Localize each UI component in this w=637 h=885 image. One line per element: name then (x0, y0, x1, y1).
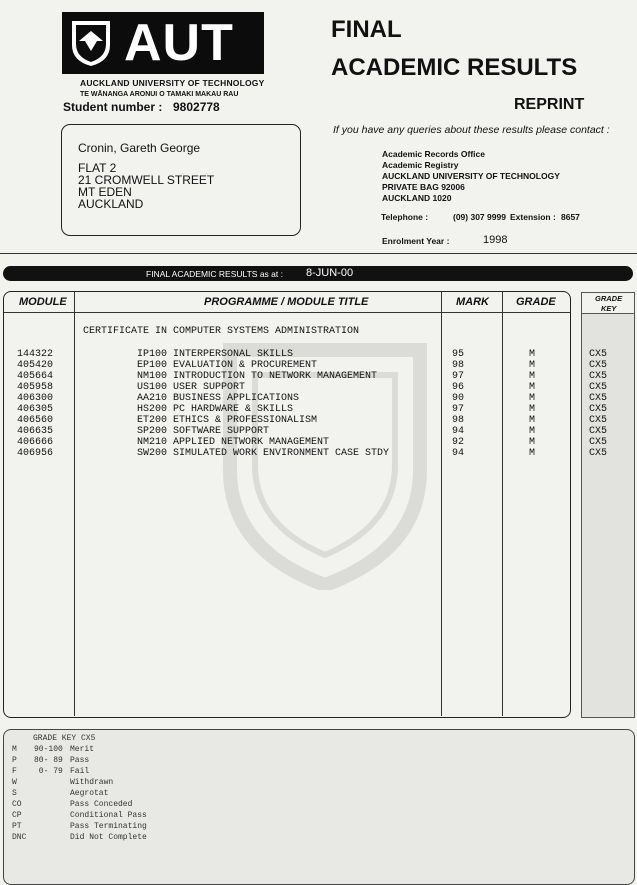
module-code: 406560 (17, 415, 54, 426)
module-grade: M (529, 382, 536, 393)
legend-code: M (12, 745, 17, 754)
legend-description: Merit (70, 745, 95, 754)
divider (0, 253, 637, 254)
legend-code: DNC (12, 833, 27, 842)
header-title: PROGRAMME / MODULE TITLE (204, 296, 369, 308)
module-mark: 97 (452, 371, 465, 382)
legend-range: 80- 89 (34, 756, 63, 765)
module-mark: 98 (452, 360, 465, 371)
module-code: 144322 (17, 349, 54, 360)
programme-title: CERTIFICATE IN COMPUTER SYSTEMS ADMINISTRATION (83, 326, 360, 337)
module-grade: M (529, 404, 536, 415)
module-mark: 94 (452, 426, 465, 437)
legend-description: Pass Conceded (70, 800, 133, 809)
header-module: MODULE (19, 296, 67, 308)
module-grade-key: CX5 (589, 371, 608, 382)
extension-label: Extension : (510, 212, 556, 222)
module-mark: 97 (452, 404, 465, 415)
module-code: 406956 (17, 448, 54, 459)
module-grade: M (529, 393, 536, 404)
module-mark: 90 (452, 393, 465, 404)
address-line: 21 CROMWELL STREET (78, 173, 215, 187)
module-code: 405958 (17, 382, 54, 393)
module-code: 406300 (17, 393, 54, 404)
module-mark: 98 (452, 415, 465, 426)
legend-description: Pass (70, 756, 90, 765)
extension-number: 8657 (561, 212, 580, 222)
module-title: EP100 EVALUATION & PROCUREMENT (137, 360, 318, 371)
header-grade-key: GRADE (595, 294, 623, 303)
module-title: NM100 INTRODUCTION TO NETWORK MANAGEMENT (137, 371, 378, 382)
module-title: US100 USER SUPPORT (137, 382, 246, 393)
module-grade: M (529, 415, 536, 426)
header-mark: MARK (456, 296, 489, 308)
telephone-label: Telephone : (381, 212, 429, 222)
legend-title: GRADE KEY CX5 (33, 734, 96, 743)
module-grade-key: CX5 (589, 360, 608, 371)
module-grade-key: CX5 (589, 437, 608, 448)
contact-line: AUCKLAND 1020 (382, 193, 452, 203)
legend-description: Did Not Complete (70, 833, 147, 842)
query-text: If you have any queries about these results please contact : (333, 124, 610, 136)
student-name: Cronin, Gareth George (78, 141, 201, 155)
legend-description: Conditional Pass (70, 811, 147, 820)
address-line: AUCKLAND (78, 197, 144, 211)
shield-icon (70, 19, 112, 67)
header-grade-key: KEY (601, 304, 617, 313)
column-divider (502, 292, 503, 716)
module-title: ET200 ETHICS & PROFESSIONALISM (137, 415, 318, 426)
module-code: 406305 (17, 404, 54, 415)
address-line: MT EDEN (78, 185, 132, 199)
legend-description: Withdrawn (70, 778, 114, 787)
legend-code: S (12, 789, 17, 798)
telephone-number: (09) 307 9999 (453, 212, 506, 222)
legend-code: P (12, 756, 17, 765)
results-date-label: FINAL ACADEMIC RESULTS as at : (146, 269, 283, 279)
contact-line: Academic Registry (382, 160, 459, 170)
legend-range: 0- 79 (34, 767, 63, 776)
column-divider (74, 292, 75, 716)
header-grade: GRADE (516, 296, 556, 308)
legend-code: F (12, 767, 17, 776)
module-grade-key: CX5 (589, 393, 608, 404)
university-maori-name: TE WĀNANGA ARONUI O TAMAKI MAKAU RAU (80, 91, 239, 98)
module-title: HS200 PC HARDWARE & SKILLS (137, 404, 294, 415)
module-grade-key: CX5 (589, 382, 608, 393)
module-grade-key: CX5 (589, 404, 608, 415)
legend-range: 90-100 (34, 745, 63, 754)
module-mark: 95 (452, 349, 465, 360)
results-date: 8-JUN-00 (306, 267, 354, 279)
module-title: AA210 BUSINESS APPLICATIONS (137, 393, 300, 404)
legend-description: Aegrotat (70, 789, 109, 798)
module-code: 405664 (17, 371, 54, 382)
document-title-line2: ACADEMIC RESULTS (331, 54, 578, 81)
logo-text: AUT (124, 14, 234, 72)
module-grade: M (529, 437, 536, 448)
student-number-label: Student number : (63, 100, 163, 114)
module-mark: 96 (452, 382, 465, 393)
legend-description: Fail (70, 767, 90, 776)
module-grade: M (529, 360, 536, 371)
student-number: 9802778 (173, 100, 220, 114)
legend-code: CP (12, 811, 22, 820)
module-grade-key: CX5 (589, 426, 608, 437)
module-title: SP200 SOFTWARE SUPPORT (137, 426, 270, 437)
module-grade-key: CX5 (589, 415, 608, 426)
header-divider (4, 312, 570, 313)
contact-line: AUCKLAND UNIVERSITY OF TECHNOLOGY (382, 171, 560, 181)
module-grade: M (529, 349, 536, 360)
module-grade-key: CX5 (589, 448, 608, 459)
module-grade-key: CX5 (589, 349, 608, 360)
legend-code: PT (12, 822, 22, 831)
university-name: AUCKLAND UNIVERSITY OF TECHNOLOGY (80, 78, 265, 88)
legend-code: CO (12, 800, 22, 809)
contact-line: PRIVATE BAG 92006 (382, 182, 465, 192)
module-grade: M (529, 371, 536, 382)
document-title-line1: FINAL (331, 16, 402, 43)
legend-code: W (12, 778, 17, 787)
module-code: 406666 (17, 437, 54, 448)
module-title: IP100 INTERPERSONAL SKILLS (137, 349, 294, 360)
module-mark: 92 (452, 437, 465, 448)
column-divider (441, 292, 442, 716)
address-line: FLAT 2 (78, 161, 117, 175)
module-code: 406635 (17, 426, 54, 437)
module-grade: M (529, 448, 536, 459)
contact-line: Academic Records Office (382, 149, 485, 159)
module-grade: M (529, 426, 536, 437)
enrolment-year: 1998 (483, 234, 508, 246)
module-code: 405420 (17, 360, 54, 371)
module-title: NM210 APPLIED NETWORK MANAGEMENT (137, 437, 330, 448)
enrolment-year-label: Enrolment Year : (382, 236, 450, 246)
module-title: SW200 SIMULATED WORK ENVIRONMENT CASE STDY (137, 448, 390, 459)
module-mark: 94 (452, 448, 465, 459)
reprint-label: REPRINT (514, 96, 585, 113)
aut-logo (62, 12, 264, 74)
legend-description: Pass Terminating (70, 822, 147, 831)
